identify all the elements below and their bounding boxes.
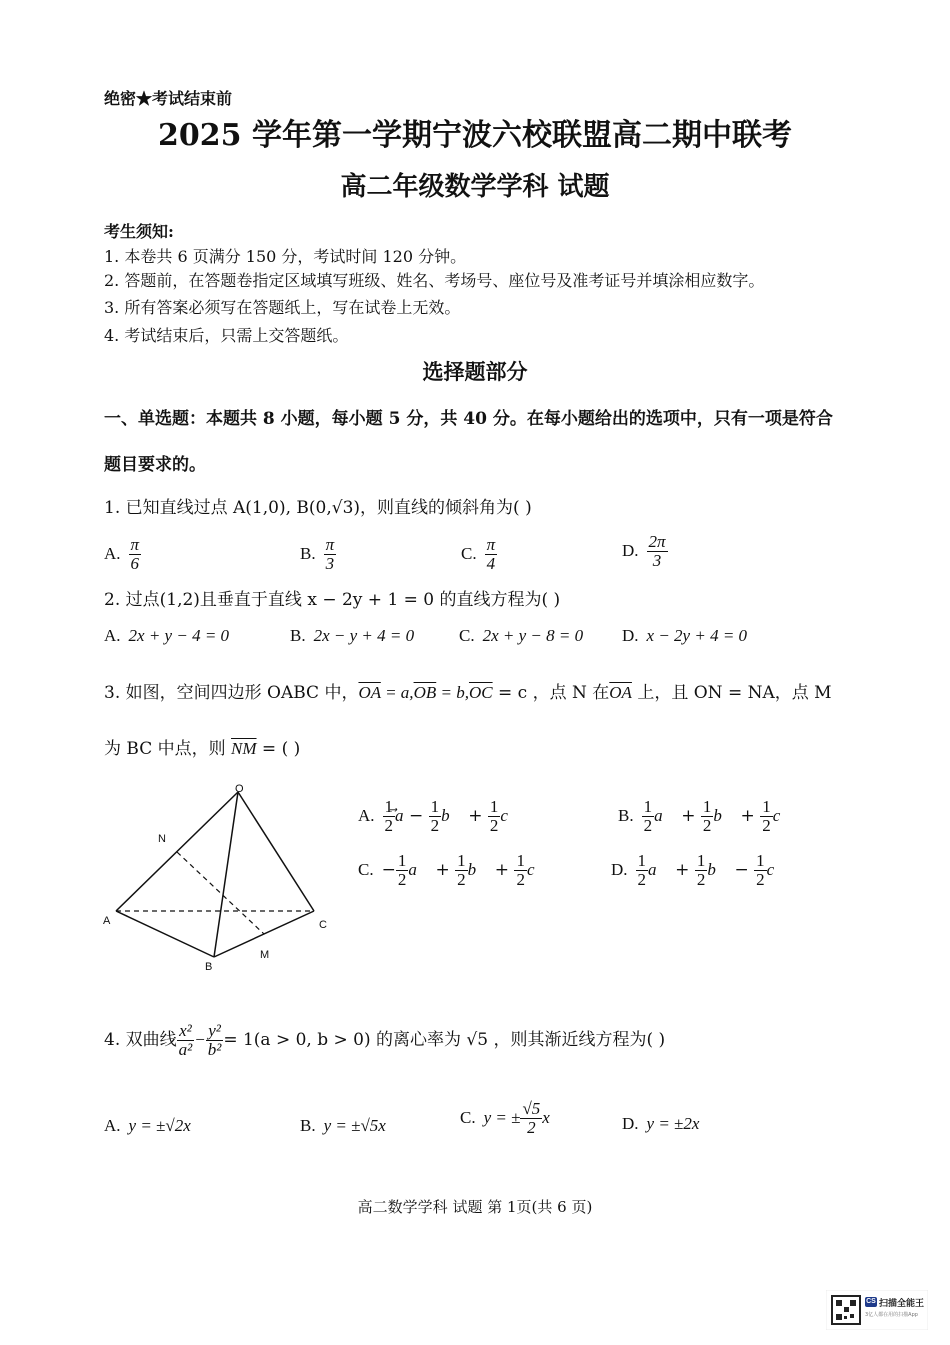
secret-label: 绝密★考试结束前 [104,89,233,108]
notice-item: 1. 本卷共 6 页满分 150 分，考试时间 120 分钟。 [104,247,467,266]
point-label-n: N [158,833,166,845]
point-label-o: O [235,783,244,795]
tetrahedron-figure [100,780,340,980]
q4-option-b: B. y = ±√5x [300,1116,386,1135]
q1-option-a: A. $\frac{\pi}{6}$ [104,535,140,573]
edge-ab [116,911,214,957]
notice-item: 3. 所有答案必须写在答题纸上，写在试卷上无效。 [104,298,461,317]
cs-logo-icon: CS [866,1298,876,1305]
point-label-b: B [205,961,213,973]
exam-title: 2025 学年第一学期宁波六校联盟高二期中联考 [158,118,792,153]
option-label: D. [622,540,639,560]
notice-item: 2. 答题前，在答题卷指定区域填写班级、姓名、考场号、座位号及准考证号并填涂相应数字。 [104,271,765,290]
scanner-watermark [826,1290,928,1330]
q2-option-a: A. 2x + y − 4 = 0 [104,626,230,645]
edge-oa [116,792,238,911]
q3-stem: 3. 如图，空间四边形 OABC 中，$\overline{OA} = a,\overline{OB} = b,\overline{OC} = c$ ，点 N 在$\overline{OA}$ 上，且 ON = NA，点 M [104,683,832,703]
q3-stem-cont: 为 BC 中点，则 $\overline{NM}$ = ( ) [104,739,301,759]
q3-option-a: A. $\frac{1}{2}$ a − $\frac{1}{2}$ b⃗ + $\frac{1}{2}$ c⃗ [358,797,522,835]
option-label: A. [104,543,121,563]
point-label-a: A [103,915,111,927]
q1-stem: 1. 已知直线过点 A(1,0), B(0,√3)，则直线的倾斜角为( ) [104,498,532,518]
segment-nm-hidden [177,852,264,934]
part-heading: 选择题部分 [422,359,528,384]
exam-subtitle: 高二年级数学学科 试题 [340,172,610,202]
scanner-brand: 扫描全能王 [879,1299,925,1309]
option-label: C. [461,543,477,563]
q1-option-d: D. $\frac{2\pi}{3}$ [622,532,666,570]
q2-stem: 2. 过点(1,2)且垂直于直线 x − 2y + 1 = 0 的直线方程为( ) [104,590,561,610]
notice-item: 4. 考试结束后，只需上交答题纸。 [104,326,349,345]
q3-option-d: D. $\frac{1}{2}$ a⃗ + $\frac{1}{2}$ b⃗ − $\frac{1}{2}$ c⃗ [611,851,788,889]
q1-option-c: C. $\frac{\pi}{4}$ [461,535,496,573]
q2-option-b: B. 2x − y + 4 = 0 [290,626,415,645]
q3-option-c: C. − $\frac{1}{2}$ a⃗ + $\frac{1}{2}$ b⃗ + $\frac{1}{2}$ c⃗ [358,851,548,889]
page-footer: 高二数学学科 试题 第 1页(共 6 页) [357,1198,593,1216]
option-label: B. [300,543,316,563]
edge-ob [214,792,238,957]
q4-option-c: C. y = ± $\frac{√5}{2}$ x [460,1099,550,1137]
q2-option-c: C. 2x + y − 8 = 0 [459,626,584,645]
q4-stem: 4. 双曲线 $\frac{\text{x²}}{\text{a²}}$ − $\frac{\text{y²}}{\text{b²}}$ = 1(a > 0, b > 0) 的离心率为 √5 ，则其渐近线方程为( ) [104,1021,666,1059]
q1-option-b: B. $\frac{\pi}{3}$ [300,535,335,573]
scanner-slogan: 3亿人都在用的扫描App [865,1312,918,1318]
section-instruction-cont: 题目要求的。 [104,455,206,475]
point-label-m: M [260,949,270,961]
q2-option-d: D. x − 2y + 4 = 0 [622,626,748,645]
section-instruction: 一、单选题：本题共 8 小题，每小题 5 分，共 40 分。在每小题给出的选项中，只有一项是符合 [104,409,833,429]
edge-oc [238,792,314,911]
notice-heading: 考生须知: [104,222,174,241]
q3-option-b: B. $\frac{1}{2}$ a⃗ + $\frac{1}{2}$ b⃗ + $\frac{1}{2}$ c⃗ [618,797,794,835]
q4-option-d: D. y = ±2x [622,1114,700,1133]
point-label-c: C [319,919,327,931]
q4-option-a: A. y = ±√2x [104,1116,191,1135]
